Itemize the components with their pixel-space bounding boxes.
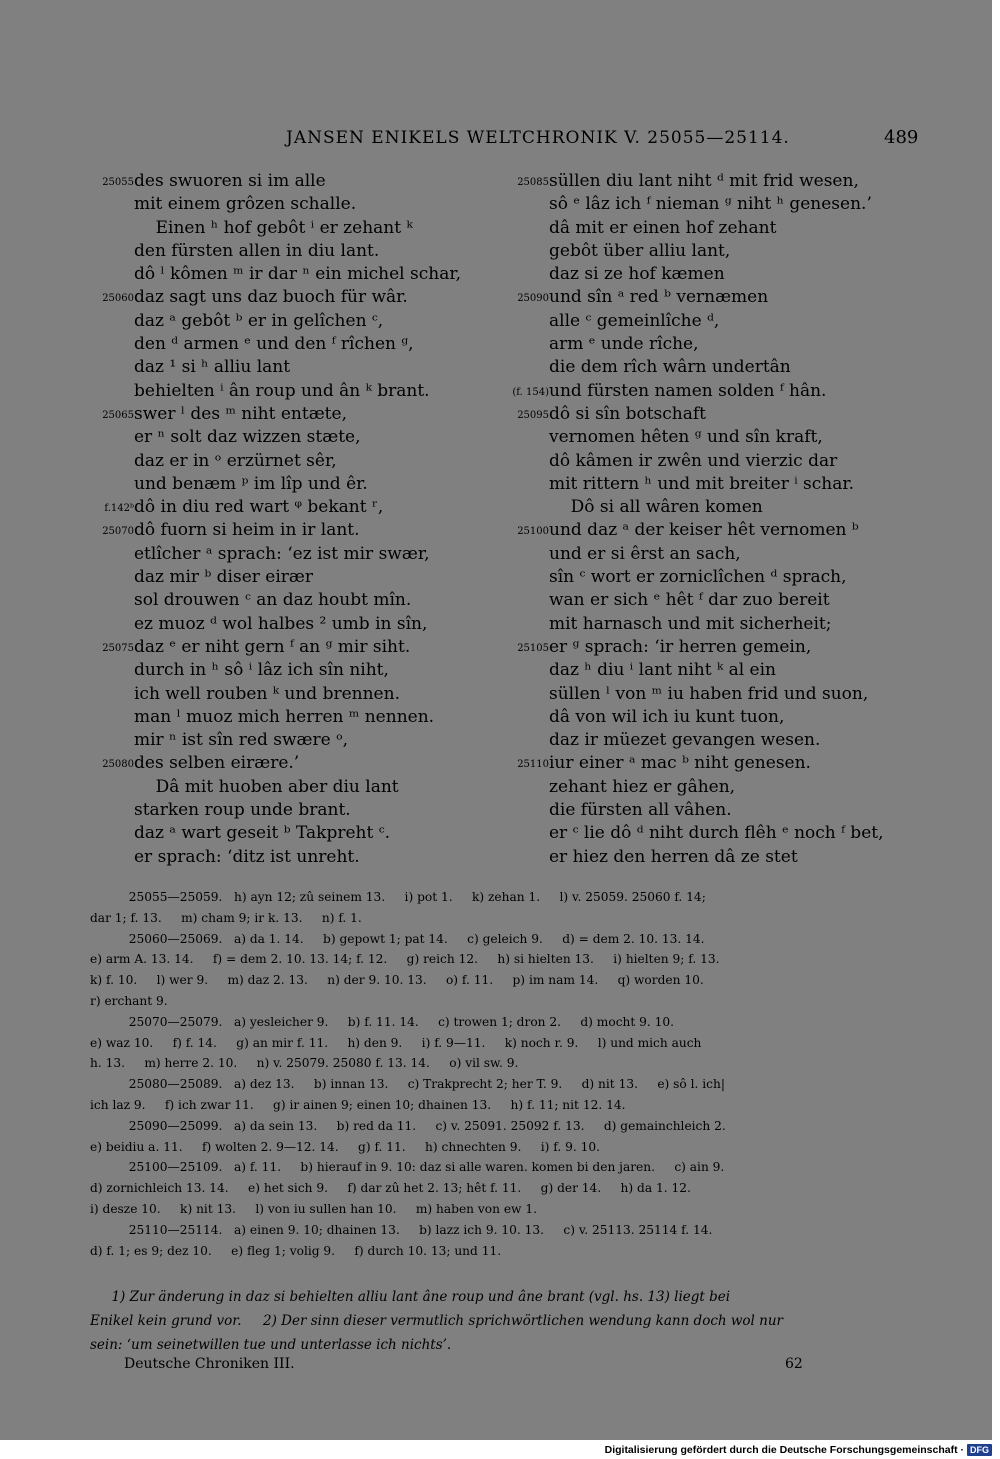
verse-line [505,822,905,845]
verse-text: ez muoz ᵈ wol halbes ² umb in sîn, [134,613,428,634]
verse-line [90,659,490,682]
verse-line [505,217,905,240]
verse-line [505,310,905,333]
verse-text: des selben eirære.’ [134,753,300,774]
verse-text: er ⁿ solt daz wizzen stæte, [134,427,361,448]
verse-line [505,683,905,706]
apparatus-line: ich laz 9. f) ich zwar 11. g) ir ainen 9; einen 10; dhainen 13. h) f. 11; nit 12. 14. [90,1097,626,1112]
verse-line [505,450,905,473]
verse-text: er sprach: ‘ditz ist unreht. [134,846,360,867]
verse-line [90,519,490,542]
apparatus-line: 25055—25059. h) ayn 12; zû seinem 13. i) pot 1. k) zehan 1. l) v. 25059. 25060 f. 14; [90,890,706,904]
verse-line [505,776,905,799]
verse-line [90,450,490,473]
verse-line [505,286,905,309]
verse-line [505,380,905,403]
verse-line [90,496,490,519]
verse-text: süllen diu lant niht ᵈ mit frid wesen, [549,171,859,191]
page-header [0,128,992,152]
apparatus-line: 25100—25109. a) f. 11. b) hierauf in 9. 10: daz si alle waren. komen bi den jaren. c) ain 9. [90,1160,725,1175]
verse-number: (f. 154) [512,386,549,398]
verse-text: dô si sîn botschaft [549,403,707,424]
verse-text: Einen ʰ hof gebôt ⁱ er zehant ᵏ [134,217,413,238]
verse-text: dô fuorn si heim in ir lant. [134,520,360,541]
verse-text: die fürsten all vâhen. [549,800,732,821]
verse-number: 25075 [102,642,134,654]
verse-line [505,496,905,519]
verse-line [90,589,490,612]
verse-line [90,683,490,706]
apparatus-line: e) waz 10. f) f. 14. g) an mir f. 11. h) den 9. i) f. 9—11. k) noch r. 9. l) und mich auch [90,1035,702,1050]
verse-text: den ᵈ armen ᵉ und den ᶠ rîchen ᵍ, [134,334,414,355]
verse-line [90,822,490,845]
verse-text: behielten ⁱ ân roup und ân ᵏ brant. [134,380,430,401]
verse-line [505,240,905,263]
verse-line [90,333,490,356]
verse-line [505,356,905,379]
verse-text: daz sagt uns daz buoch für wâr. [134,287,408,308]
verse-number: 25070 [102,526,134,538]
verse-line [505,170,905,193]
verse-text: daz ᵉ er niht gern ᶠ an ᵍ mir siht. [134,636,411,657]
apparatus-line: r) erchant 9. [90,993,168,1008]
verse-text: Dâ mit huoben aber diu lant [134,776,399,797]
verse-line [505,799,905,822]
verse-line [90,799,490,822]
verse-text: vernomen hêten ᵍ und sîn kraft, [549,427,823,448]
apparatus-line: dar 1; f. 13. m) cham 9; ir k. 13. n) f. 1. [90,910,362,925]
verse-text: starken roup unde brant. [134,800,351,821]
page-number: 489 [884,127,919,148]
verse-text: Dô si all wâren komen [549,497,763,518]
verse-line [90,543,490,566]
verse-line [90,380,490,403]
apparatus-line: 25080—25089. a) dez 13. b) innan 13. c) Trakprecht 2; her T. 9. d) nit 13. e) sô l. ich| [90,1077,725,1092]
verse-number: 25055 [102,177,134,188]
verse-number: 25060 [102,293,134,305]
verse-line [505,706,905,729]
verse-line [90,193,490,216]
verse-text: sô ᵉ lâz ich ᶠ nieman ᵍ niht ʰ genesen.’ [549,194,872,215]
verse-line [90,706,490,729]
verse-text: und er si êrst an sach, [549,543,741,564]
verse-text: die dem rîch wârn undertân [549,357,791,378]
verse-line [505,566,905,589]
verse-number: f.142ᵇ [104,503,134,515]
running-title: JANSEN ENIKELS WELTCHRONIK V. 25055—25114. [286,128,790,148]
verse-text: gebôt über alliu lant, [549,240,731,261]
verse-text: dô in diu red wart ᵠ bekant ʳ, [134,497,384,518]
verse-line [90,403,490,426]
verse-line [90,263,490,286]
signature-mark: 62 [785,1356,803,1372]
apparatus-line: 25070—25079. a) yesleicher 9. b) f. 11. 14. c) trowen 1; dron 2. d) mocht 9. 10. [90,1014,675,1029]
verse-line [90,729,490,752]
verse-text: sîn ᶜ wort er zorniclîchen ᵈ sprach, [549,567,847,588]
verse-text: mit harnasch und mit sicherheit; [549,613,832,634]
verse-line [90,426,490,449]
verse-text: dô ˡ kômen ᵐ ir dar ⁿ ein michel schar, [134,264,461,285]
verse-line [505,729,905,752]
book-title: Deutsche Chroniken III. [124,1356,295,1372]
footnote-line: 1) Zur änderung in daz si behielten alliu lant âne roup und âne brant (vgl. hs. 13) liegt bei [90,1289,731,1305]
verse-text: daz ¹ si ʰ alliu lant [134,357,291,378]
verse-text: man ˡ muoz mich herren ᵐ nennen. [134,706,435,727]
verse-line [90,240,490,263]
verse-line [90,286,490,309]
verse-number: 25065 [102,409,134,421]
verse-text: mit einem grôzen schalle. [134,194,357,215]
verse-text: arm ᵉ unde rîche, [549,334,699,355]
verse-text: und daz ᵃ der keiser hêt vernomen ᵇ [549,520,859,541]
verse-line [505,846,905,869]
verse-text: wan er sich ᵉ hêt ᶠ dar zuo bereit [549,590,830,611]
verse-text: daz mir ᵇ diser eirær [134,567,314,588]
verse-text: er hiez den herren dâ ze stet [549,846,798,867]
apparatus-line: i) desze 10. k) nit 13. l) von iu sullen han 10. m) haben von ew 1. [90,1201,537,1216]
verse-text: mir ⁿ ist sîn red swære ᵒ, [134,730,349,751]
verse-text: alle ᶜ gemeinlîche ᵈ, [549,310,720,331]
verse-line [505,473,905,496]
verse-line [90,473,490,496]
verse-line [90,613,490,636]
verse-column-right [505,170,905,869]
apparatus-line: e) arm A. 13. 14. f) = dem 2. 10. 13. 14; f. 12. g) reich 12. h) si hielten 13. i) hielten 9; f. 13. [90,952,720,967]
verse-text: dô kâmen ir zwên und vierzic dar [549,450,838,471]
verse-number: 25110 [517,759,549,771]
verse-line [90,846,490,869]
verse-line [505,659,905,682]
verse-text: daz er in ᵒ erzürnet sêr, [134,450,337,471]
verse-text: des swuoren si im alle [134,171,326,191]
verse-number: 25095 [517,409,549,421]
verse-line [90,310,490,333]
verse-line [505,403,905,426]
verse-line [505,263,905,286]
verse-text: daz si ze hof kæmen [549,264,725,285]
verse-line [505,613,905,636]
verse-text: zehant hiez er gâhen, [549,776,736,797]
verse-line [505,333,905,356]
apparatus-line: h. 13. m) herre 2. 10. n) v. 25079. 25080 f. 13. 14. o) vil sw. 9. [90,1056,519,1071]
verse-text: daz ᵃ gebôt ᵇ er in gelîchen ᶜ, [134,310,384,331]
verse-text: und fürsten namen solden ᶠ hân. [549,380,827,401]
verse-number: 25085 [517,177,549,188]
verse-text: daz ir müezet gevangen wesen. [549,730,821,751]
verse-line [505,193,905,216]
dfg-banner [605,1443,992,1457]
verse-text: dâ von wil ich iu kunt tuon, [549,706,785,727]
verse-line [90,356,490,379]
verse-line [90,170,490,193]
footnotes [90,1285,908,1357]
apparatus-line: d) zornichleich 13. 14. e) het sich 9. f) dar zû het 2. 13; hêt f. 11. g) der 14. h) da 1. 12. [90,1181,691,1196]
verse-line [505,636,905,659]
verse-line [505,589,905,612]
verse-text: iur einer ᵃ mac ᵇ niht genesen. [549,753,811,774]
verse-number: 25100 [517,526,549,538]
verse-line [505,519,905,542]
verse-line [90,636,490,659]
critical-apparatus [90,887,908,1261]
verse-text: und benæm ᵖ im lîp und êr. [134,473,368,494]
verse-text: durch in ʰ sô ⁱ lâz ich sîn niht, [134,660,389,681]
verse-text: und sîn ᵃ red ᵇ vernæmen [549,287,769,308]
verse-number: 25080 [102,759,134,771]
verse-text: sol drouwen ᶜ an daz houbt mîn. [134,590,412,611]
apparatus-line: e) beidiu a. 11. f) wolten 2. 9—12. 14. g) f. 11. h) chnechten 9. i) f. 9. 10. [90,1139,600,1154]
footnote-line: sein: ‘um seinetwillen tue und unterlasse ich nichts’. [90,1337,452,1353]
verse-number: 25105 [517,642,549,654]
verse-line [505,752,905,775]
verse-line [90,217,490,240]
verse-text: ich well rouben ᵏ und brennen. [134,683,400,704]
verse-text: süllen ˡ von ᵐ iu haben frid und suon, [549,683,869,704]
verse-text: mit rittern ʰ und mit breiter ⁱ schar. [549,473,855,494]
apparatus-line: 25110—25114. a) einen 9. 10; dhainen 13. b) lazz ich 9. 10. 13. c) v. 25113. 25114 f. 14. [90,1222,713,1237]
apparatus-line: 25060—25069. a) da 1. 14. b) gepowt 1; pat 14. c) geleich 9. d) = dem 2. 10. 13. 14. [90,931,705,946]
verse-text: er ᵍ sprach: ‘ir herren gemein, [549,636,812,657]
verse-column-left [90,170,490,869]
apparatus-line: 25090—25099. a) da sein 13. b) red da 11. c) v. 25091. 25092 f. 13. d) gemainchleich 2. [90,1118,726,1133]
verse-text: daz ᵃ wart geseit ᵇ Takpreht ᶜ. [134,823,390,844]
verse-line [505,543,905,566]
verse-text: dâ mit er einen hof zehant [549,217,777,238]
verse-text: er ᶜ lie dô ᵈ niht durch flêh ᵉ noch ᶠ bet, [549,823,884,844]
verse-text: den fürsten allen in diu lant. [134,240,380,261]
verse-text: swer ˡ des ᵐ niht entæte, [134,403,347,424]
verse-line [90,752,490,775]
verse-line [90,566,490,589]
apparatus-line: k) f. 10. l) wer 9. m) daz 2. 13. n) der 9. 10. 13. o) f. 11. p) im nam 14. q) worden 10. [90,973,704,988]
verse-text: etlîcher ᵃ sprach: ‘ez ist mir swær, [134,543,430,564]
verse-line [90,776,490,799]
verse-number: 25090 [517,293,549,305]
footnote-line: Enikel kein grund vor. 2) Der sinn dieser vermutlich sprichwörtlichen wendung kann doch wol nur [90,1313,784,1329]
banner-text: Digitalisierung gefördert durch die Deutsche Forschungsgemeinschaft · [604,1444,964,1456]
apparatus-line: d) f. 1; es 9; dez 10. e) fleg 1; volig 9. f) durch 10. 13; und 11. [90,1243,502,1258]
verse-text: daz ʰ diu ⁱ lant niht ᵏ al ein [549,660,776,681]
verse-line [505,426,905,449]
dfg-logo: DFG [967,1444,992,1456]
